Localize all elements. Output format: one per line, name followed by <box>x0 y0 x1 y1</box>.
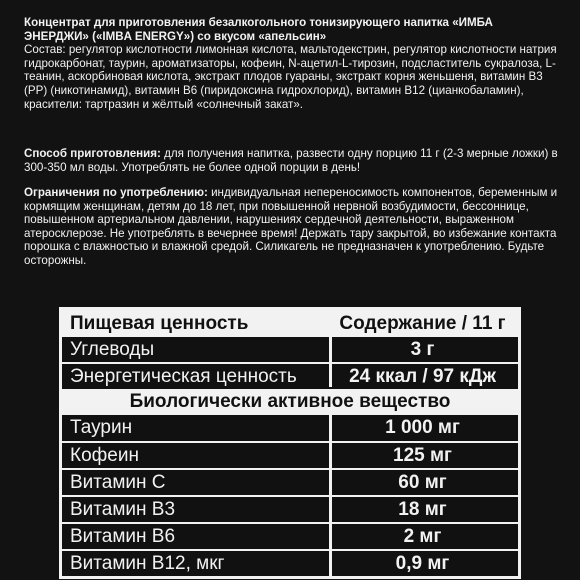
active-row <box>62 415 518 441</box>
nutrition-name: Углеводы <box>70 338 155 360</box>
active-value: 0,9 мг <box>395 552 450 574</box>
active-substance-header <box>62 389 518 415</box>
active-name: Таурин <box>70 417 133 438</box>
nutrition-row <box>62 364 518 389</box>
active-substance-title: Биологически активное вещество <box>129 391 451 412</box>
restrictions-label: Ограничения по употреблению: <box>24 186 208 199</box>
active-row <box>62 470 518 495</box>
active-row <box>62 551 518 576</box>
active-name: Витамин В12, мкг <box>70 552 225 574</box>
active-name: Кофеин <box>70 444 139 466</box>
active-value: 60 мг <box>398 471 447 493</box>
composition-text: Состав: регулятор кислотности лимонная кислота, мальтодекстрин, регулятор кислотности натрия гидрокарбонат, таурин, ароматизаторы, кофеин, N-ацетил-L-тирозин, подсластитель сукралоза, L-теанин, аскорбиновая кислота, экстракт плодов гуараны, экстракт корня женьшеня, витамин В3 (РР) (никотинамид), витамин В6 (пиридоксина гидрохлорид), витамин В12 (цианкобаламин), красители: тартразин и жёлтый «солнечный закат». <box>24 43 557 111</box>
active-name: Витамин С <box>70 471 166 493</box>
nutrition-row <box>62 337 518 362</box>
nutrition-value: 24 ккал / 97 кДж <box>349 365 496 387</box>
restrictions-block <box>24 186 560 268</box>
active-row <box>62 443 518 468</box>
preparation-text: для получения напитка, развести одну порцию 11 г (2-3 мерные ложки) в 300-350 мл воды. Употреблять не более одной порции в день! <box>24 147 558 174</box>
nutrition-header-content: Содержание / 11 г <box>339 312 506 334</box>
product-title: Концентрат для приготовления безалкогольного тонизирующего напитка «ИМБА ЭНЕРДЖИ» («IMBA ENERGY») со вкусом «апельсин» <box>24 16 493 43</box>
nutrition-header-label: Пищевая ценность <box>70 312 249 334</box>
preparation-label: Способ приготовления: <box>24 147 161 160</box>
active-row <box>62 524 518 549</box>
nutrition-header-row <box>62 310 518 337</box>
preparation-block <box>24 147 560 174</box>
restrictions-text: индивидуальная непереносимость компонентов, беременным и кормящим женщинам, детям до 18 лет, при повышенной нервной возбудимости, бессоннице, повышенном артериальном давлении, нарушениях сердечной деятельности, выраженном атеросклерозе. Не употреблять в вечернее время! Держать тару закрытой, во избежание контакта порошка с влажностью и влажной средой. Силикагель не предназначен к употреблению. Будьте осторожны. <box>24 186 558 267</box>
active-row <box>62 497 518 522</box>
active-value: 18 мг <box>398 498 447 520</box>
nutrition-name: Энергетическая ценность <box>70 365 297 387</box>
composition-block <box>24 16 560 111</box>
active-name: Витамин В6 <box>70 525 176 547</box>
active-name: Витамин В3 <box>70 498 176 520</box>
active-value: 2 мг <box>403 525 442 547</box>
active-value: 1 000 мг <box>385 417 460 438</box>
nutrition-table <box>59 307 521 579</box>
nutrition-value: 3 г <box>410 338 435 360</box>
active-value: 125 мг <box>393 444 452 466</box>
